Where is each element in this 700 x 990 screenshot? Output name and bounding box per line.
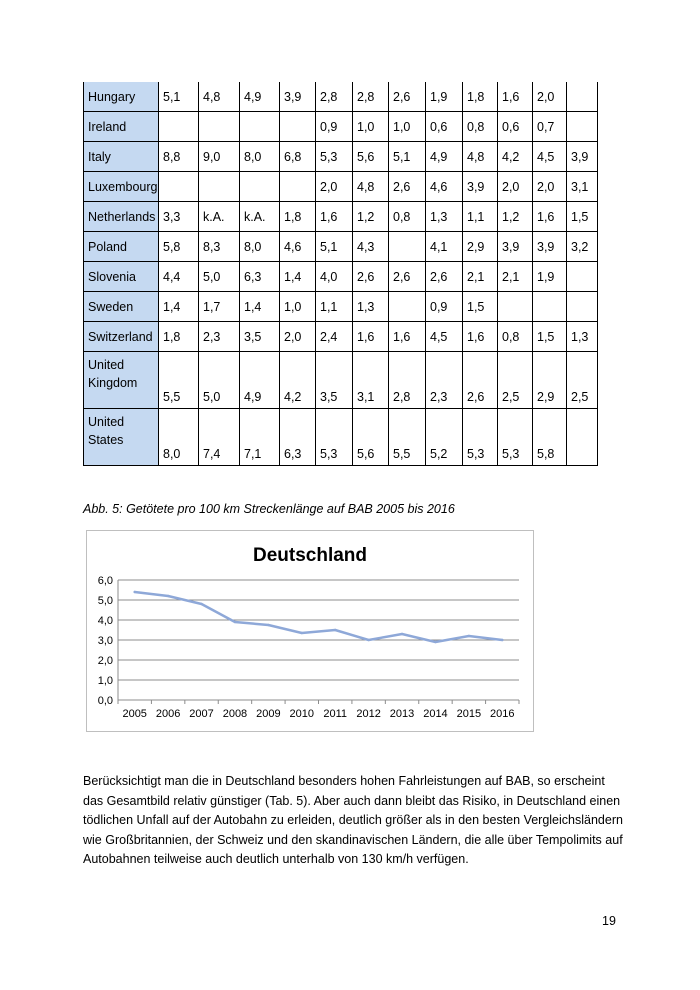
value-cell: 1,5 (567, 202, 598, 232)
value-cell: 4,8 (199, 82, 240, 112)
value-cell (159, 172, 199, 202)
x-tick-label: 2012 (356, 708, 381, 720)
value-cell: k.A. (240, 202, 280, 232)
value-cell: 2,5 (498, 352, 533, 409)
value-cell: 8,0 (240, 142, 280, 172)
body-paragraph: Berücksichtigt man die in Deutschland besonders hohen Fahrleistungen auf BAB, so erscheint das Gesamtbild relativ günstiger (Tab. 5). Aber auch dann bleibt das Risiko, in Deutschland einen tödlichen Unfall auf der Autobahn zu erleiden, deutlich größer als in den besten Vergleichsländern wie Großbritannien, der Schweiz und den skandinavischen Ländern, die alle über Tempolimits auf Autobahnen teilweise auch deutlich unterhalb von 130 km/h verfügen. (83, 774, 623, 866)
value-cell: 1,3 (426, 202, 463, 232)
chart-title: Deutschland (252, 545, 368, 566)
value-cell (567, 409, 598, 466)
table-row (84, 112, 598, 142)
value-cell: 5,1 (159, 82, 199, 112)
value-cell: 3,5 (316, 352, 353, 409)
data-point (234, 621, 236, 623)
value-cell: 0,9 (426, 292, 463, 322)
value-cell: 8,3 (199, 232, 240, 262)
value-cell: 2,8 (353, 82, 389, 112)
line-chart-svg (87, 531, 533, 731)
value-cell: 2,6 (389, 172, 426, 202)
data-point (334, 629, 336, 631)
value-cell: 4,9 (240, 352, 280, 409)
y-tick-label: 5,0 (97, 595, 113, 607)
country-cell: Netherlands (84, 202, 159, 232)
value-cell: 1,4 (240, 292, 280, 322)
table-row (84, 322, 598, 352)
value-cell: 3,9 (463, 172, 498, 202)
value-cell: 0,8 (463, 112, 498, 142)
table-row (84, 409, 598, 466)
value-cell: 2,6 (389, 262, 426, 292)
country-cell: United Kingdom (84, 352, 159, 409)
value-cell: 3,1 (353, 352, 389, 409)
value-cell: 4,8 (463, 142, 498, 172)
x-tick-label: 2015 (456, 708, 482, 720)
value-cell: 6,3 (280, 409, 316, 466)
value-cell: 5,2 (426, 409, 463, 466)
value-cell: 2,6 (389, 82, 426, 112)
value-cell: 5,6 (353, 409, 389, 466)
value-cell (389, 292, 426, 322)
value-cell: 1,6 (533, 202, 567, 232)
value-cell: 2,9 (463, 232, 498, 262)
value-cell: 9,0 (199, 142, 240, 172)
value-cell: 2,4 (316, 322, 353, 352)
value-cell: 1,8 (159, 322, 199, 352)
value-cell (199, 112, 240, 142)
value-cell: 4,1 (426, 232, 463, 262)
value-cell: 1,5 (463, 292, 498, 322)
country-cell: Slovenia (84, 262, 159, 292)
table-row (84, 232, 598, 262)
value-cell (498, 292, 533, 322)
y-tick-label: 3,0 (97, 635, 113, 647)
country-cell: Ireland (84, 112, 159, 142)
value-cell: 3,1 (567, 172, 598, 202)
value-cell: 1,2 (498, 202, 533, 232)
table-row (84, 142, 598, 172)
value-cell: 4,0 (316, 262, 353, 292)
value-cell: 5,8 (533, 409, 567, 466)
value-cell: 3,9 (567, 142, 598, 172)
value-cell: 8,0 (159, 409, 199, 466)
value-cell: 1,9 (533, 262, 567, 292)
value-cell: 5,3 (316, 409, 353, 466)
table-body (84, 82, 598, 466)
country-cell: Luxembourg (84, 172, 159, 202)
table-row (84, 292, 598, 322)
value-cell: 5,8 (159, 232, 199, 262)
value-cell: 1,4 (159, 292, 199, 322)
value-cell: 2,6 (426, 262, 463, 292)
value-cell: 2,6 (463, 352, 498, 409)
value-cell: 1,0 (389, 112, 426, 142)
value-cell (240, 112, 280, 142)
x-tick-label: 2014 (423, 708, 448, 720)
country-cell: Sweden (84, 292, 159, 322)
value-cell: 2,0 (533, 82, 567, 112)
value-cell: 1,8 (463, 82, 498, 112)
value-cell: 2,5 (567, 352, 598, 409)
value-cell: 3,5 (240, 322, 280, 352)
value-cell: 0,6 (498, 112, 533, 142)
value-cell (159, 112, 199, 142)
value-cell: 2,6 (353, 262, 389, 292)
value-cell (567, 82, 598, 112)
value-cell: 4,3 (353, 232, 389, 262)
country-cell: Switzerland (84, 322, 159, 352)
value-cell: 4,8 (353, 172, 389, 202)
value-cell: 1,6 (463, 322, 498, 352)
value-cell (389, 232, 426, 262)
x-tick-label: 2010 (289, 708, 315, 720)
table-row (84, 262, 598, 292)
value-cell: 0,9 (316, 112, 353, 142)
value-cell: 1,7 (199, 292, 240, 322)
value-cell (280, 172, 316, 202)
value-cell: 3,9 (498, 232, 533, 262)
value-cell (567, 112, 598, 142)
value-cell: 0,8 (389, 202, 426, 232)
table-row (84, 172, 598, 202)
value-cell: 7,1 (240, 409, 280, 466)
value-cell: 5,3 (316, 142, 353, 172)
line-chart (86, 530, 534, 732)
value-cell: 1,0 (280, 292, 316, 322)
y-tick-label: 0,0 (97, 695, 113, 707)
value-cell (567, 262, 598, 292)
value-cell (280, 112, 316, 142)
x-tick-label: 2016 (490, 708, 515, 720)
value-cell: 1,1 (463, 202, 498, 232)
data-point (468, 635, 470, 637)
value-cell: 6,8 (280, 142, 316, 172)
y-tick-label: 2,0 (97, 655, 113, 667)
value-cell (533, 292, 567, 322)
data-point (167, 595, 169, 597)
value-cell: 2,0 (533, 172, 567, 202)
value-cell (199, 172, 240, 202)
value-cell: 5,5 (159, 352, 199, 409)
value-cell: 3,9 (533, 232, 567, 262)
figure-caption: Abb. 5: Getötete pro 100 km Streckenlänge auf BAB 2005 bis 2016 (83, 502, 455, 516)
value-cell: 8,8 (159, 142, 199, 172)
data-point (367, 639, 369, 641)
value-cell: 4,6 (426, 172, 463, 202)
value-cell: 0,7 (533, 112, 567, 142)
data-point (200, 603, 202, 605)
value-cell: 2,0 (498, 172, 533, 202)
value-cell: 0,8 (498, 322, 533, 352)
x-tick-label: 2006 (155, 708, 181, 720)
value-cell: 6,3 (240, 262, 280, 292)
data-point (501, 639, 503, 641)
value-cell: 4,5 (426, 322, 463, 352)
country-cell: Hungary (84, 82, 159, 112)
value-cell: 5,5 (389, 409, 426, 466)
value-cell: 2,8 (316, 82, 353, 112)
value-cell: 4,6 (280, 232, 316, 262)
value-cell: 1,6 (498, 82, 533, 112)
table-row (84, 352, 598, 409)
value-cell: 1,0 (353, 112, 389, 142)
value-cell: 1,6 (316, 202, 353, 232)
data-point (267, 624, 269, 626)
value-cell: 3,2 (567, 232, 598, 262)
x-tick-label: 2007 (189, 708, 214, 720)
value-cell: 1,3 (567, 322, 598, 352)
value-cell: 5,1 (389, 142, 426, 172)
y-tick-label: 6,0 (97, 575, 113, 587)
value-cell: 4,2 (280, 352, 316, 409)
data-point (434, 641, 436, 643)
value-cell: 5,1 (316, 232, 353, 262)
y-tick-label: 1,0 (97, 675, 113, 687)
value-cell: 4,9 (426, 142, 463, 172)
value-cell (240, 172, 280, 202)
value-cell: 1,6 (353, 322, 389, 352)
value-cell: 3,9 (280, 82, 316, 112)
value-cell: 4,5 (533, 142, 567, 172)
value-cell: 2,8 (389, 352, 426, 409)
fatality-rate-table (83, 82, 598, 466)
value-cell (567, 292, 598, 322)
x-tick-label: 2005 (122, 708, 147, 720)
x-tick-label: 2011 (323, 708, 348, 720)
value-cell: 1,6 (389, 322, 426, 352)
value-cell: 2,1 (498, 262, 533, 292)
value-cell: 4,2 (498, 142, 533, 172)
value-cell: 5,3 (498, 409, 533, 466)
x-tick-label: 2013 (389, 708, 415, 720)
country-cell: United States (84, 409, 159, 466)
value-cell: 1,1 (316, 292, 353, 322)
value-cell: 2,3 (199, 322, 240, 352)
value-cell: 1,2 (353, 202, 389, 232)
data-point (401, 633, 403, 635)
value-cell: 1,5 (533, 322, 567, 352)
value-cell: 8,0 (240, 232, 280, 262)
value-cell: 5,0 (199, 352, 240, 409)
value-cell: 5,0 (199, 262, 240, 292)
value-cell: 7,4 (199, 409, 240, 466)
data-point (134, 591, 136, 593)
x-tick-label: 2008 (222, 708, 248, 720)
country-cell: Poland (84, 232, 159, 262)
value-cell: 3,3 (159, 202, 199, 232)
value-cell: 2,0 (280, 322, 316, 352)
value-cell: 4,4 (159, 262, 199, 292)
value-cell: 1,3 (353, 292, 389, 322)
x-tick-label: 2009 (256, 708, 281, 720)
value-cell: 5,6 (353, 142, 389, 172)
value-cell: 5,3 (463, 409, 498, 466)
value-cell: 0,6 (426, 112, 463, 142)
table-row (84, 202, 598, 232)
value-cell: 1,9 (426, 82, 463, 112)
value-cell: 2,9 (533, 352, 567, 409)
y-tick-label: 4,0 (97, 615, 113, 627)
value-cell: 2,3 (426, 352, 463, 409)
value-cell: 2,0 (316, 172, 353, 202)
value-cell: 2,1 (463, 262, 498, 292)
data-point (301, 632, 303, 634)
country-cell: Italy (84, 142, 159, 172)
value-cell: 1,4 (280, 262, 316, 292)
value-cell: 4,9 (240, 82, 280, 112)
value-cell: 1,8 (280, 202, 316, 232)
table-row (84, 82, 598, 112)
page-number: 19 (602, 914, 616, 928)
value-cell: k.A. (199, 202, 240, 232)
